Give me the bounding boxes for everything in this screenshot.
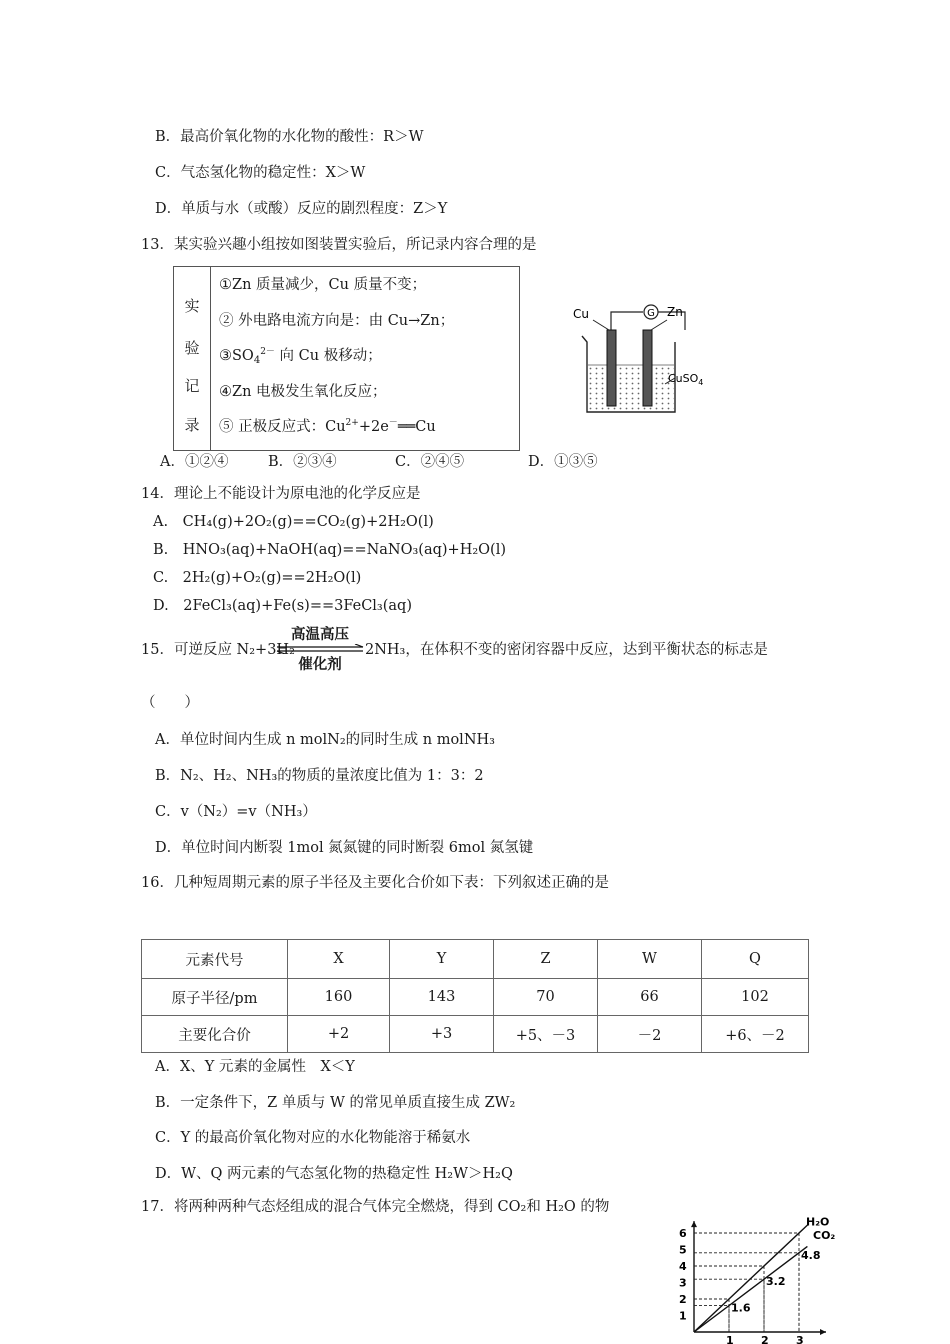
q13-option-c: C．②④⑤	[395, 454, 465, 470]
q14-option-c: C. 2H₂(g)+O₂(g)==2H₂O(l)	[153, 570, 362, 586]
cuso4-solution	[588, 365, 674, 411]
q13-side-char: 验	[184, 339, 200, 357]
x-tick-label: 2	[761, 1334, 769, 1344]
x-axis-arrow-icon	[820, 1329, 826, 1335]
table-cell: 160	[288, 979, 390, 1016]
data-label: 1.6	[731, 1301, 751, 1315]
q13-record-3: $③SO_4^{2-}$ 向 Cu 极移动；	[219, 347, 382, 366]
galvanometer-label: G	[647, 308, 655, 319]
table-header-cell: Y	[390, 940, 494, 979]
y-tick-label: 2	[679, 1293, 687, 1306]
q17-stem: 17．将两种两种气态烃组成的混合气体完全燃烧，得到 CO₂和 H₂O 的物	[141, 1199, 610, 1215]
q12-option-c: C．气态氢化物的稳定性：X＞W	[155, 165, 366, 181]
table-cell: 70	[494, 979, 598, 1016]
cu-electrode	[607, 330, 616, 406]
data-label: 4.8	[801, 1248, 821, 1262]
table-header-cell: 元素代号	[142, 940, 288, 979]
arrow-condition-top: 高温高压	[291, 627, 349, 643]
q13-stem: 13．某实验兴趣小组按如图装置实验后，所记录内容合理的是	[141, 237, 537, 253]
q14-option-b: B. HNO₃(aq)+NaOH(aq)==NaNO₃(aq)+H₂O(l)	[153, 542, 506, 558]
y-axis-arrow-icon	[691, 1221, 697, 1227]
q14-option-a: A. CH₄(g)+2O₂(g)==CO₂(g)+2H₂O(l)	[153, 514, 434, 530]
arrow-condition-bottom: 催化剂	[298, 657, 342, 673]
q14-stem: 14．理论上不能设计为原电池的化学反应是	[141, 486, 421, 502]
table-cell: +5、－3	[494, 1016, 598, 1053]
table-cell: 102	[702, 979, 809, 1016]
table-row	[142, 1016, 809, 1053]
q16-option-c: C．Y 的最高价氧化物对应的水化物能溶于稀氨水	[155, 1130, 471, 1146]
galvanic-cell-diagram	[565, 292, 725, 420]
q13-option-d: D．①③⑤	[528, 454, 598, 470]
q13-record-5: ⑤ 正极反应式：$Cu^{2+}+2e^-══Cu$	[219, 418, 436, 435]
q15-option-c: C．v（N₂）=v（NH₃）	[155, 804, 317, 820]
y-tick-label: 3	[679, 1276, 687, 1290]
q12-option-d: D．单质与水（或酸）反应的剧烈程度：Z＞Y	[155, 201, 448, 217]
zn-electrode	[643, 330, 652, 406]
table-cell: 66	[598, 979, 702, 1016]
q16-option-d: D．W、Q 两元素的气态氢化物的热稳定性 H₂W＞H₂Q	[155, 1166, 513, 1182]
y-tick-label: 1	[679, 1309, 687, 1323]
q13-record-side	[174, 267, 211, 450]
q16-option-a: A．X、Y 元素的金属性 X＜Y	[155, 1059, 355, 1075]
q15-stem-b: 2NH₃，在体积不变的密闭容器中反应，达到平衡状态的标志是	[365, 642, 768, 658]
y-tick-label: 6	[679, 1227, 687, 1240]
q15-option-d: D．单位时间内断裂 1mol 氮氮键的同时断裂 6mol 氮氢键	[155, 840, 534, 856]
x-tick-label: 1	[726, 1334, 734, 1344]
table-header-cell: Q	[702, 940, 809, 979]
series-line	[694, 1225, 807, 1332]
series-label-h2o: H₂O	[806, 1215, 830, 1229]
table-header-cell: W	[598, 940, 702, 979]
combustion-chart	[670, 1206, 840, 1344]
table-cell: －2	[598, 1016, 702, 1053]
table-header-cell: X	[288, 940, 390, 979]
y-tick-label: 5	[679, 1243, 687, 1257]
x-tick-label: 3	[796, 1334, 804, 1344]
q13-record-2: ② 外电路电流方向是：由 Cu→Zn；	[219, 313, 455, 329]
cuso4-label: CuSO$_4$	[668, 372, 704, 387]
element-table	[141, 939, 809, 1053]
q13-side-char: 记	[184, 377, 200, 395]
q15-paren: （ ）	[141, 695, 199, 711]
q15-option-b: B．N₂、H₂、NH₃的物质的量浓度比值为 1：3：2	[155, 768, 484, 784]
table-header-cell: Z	[494, 940, 598, 979]
reaction-arrow	[275, 623, 365, 673]
q13-record-box	[173, 266, 520, 451]
table-cell: +6、－2	[702, 1016, 809, 1053]
zn-label: Zn	[667, 305, 683, 319]
cu-label: Cu	[573, 307, 589, 321]
q15-stem-a: 15．可逆反应 N₂+3H₂	[141, 642, 295, 658]
table-cell: 143	[390, 979, 494, 1016]
q13-record-4: ④Zn 电极发生氧化反应；	[219, 384, 387, 400]
q13-side-char: 实	[184, 297, 200, 315]
table-cell: 原子半径/pm	[142, 979, 288, 1016]
q13-option-b: B．②③④	[268, 454, 337, 470]
series-label-co2: CO₂	[813, 1228, 836, 1242]
q16-option-b: B．一定条件下，Z 单质与 W 的常见单质直接生成 ZW₂	[155, 1095, 516, 1111]
q13-record-1: ①Zn 质量减少，Cu 质量不变；	[219, 277, 427, 293]
data-label: 3.2	[766, 1275, 786, 1289]
q15-option-a: A．单位时间内生成 n molN₂的同时生成 n molNH₃	[155, 732, 495, 748]
q12-option-b: B．最高价氧化物的水化物的酸性：R＞W	[155, 129, 424, 145]
table-cell: 主要化合价	[142, 1016, 288, 1053]
table-cell: +2	[288, 1016, 390, 1053]
q13-side-char: 录	[184, 416, 200, 434]
q16-stem: 16．几种短周期元素的原子半径及主要化合价如下表：下列叙述正确的是	[141, 875, 609, 891]
table-row	[142, 940, 809, 979]
y-tick-label: 4	[679, 1260, 687, 1273]
table-cell: +3	[390, 1016, 494, 1053]
q13-option-a: A．①②④	[160, 454, 229, 470]
series-line	[694, 1246, 807, 1332]
q14-option-d: D. 2FeCl₃(aq)+Fe(s)==3FeCl₃(aq)	[153, 598, 412, 614]
table-row	[142, 979, 809, 1016]
